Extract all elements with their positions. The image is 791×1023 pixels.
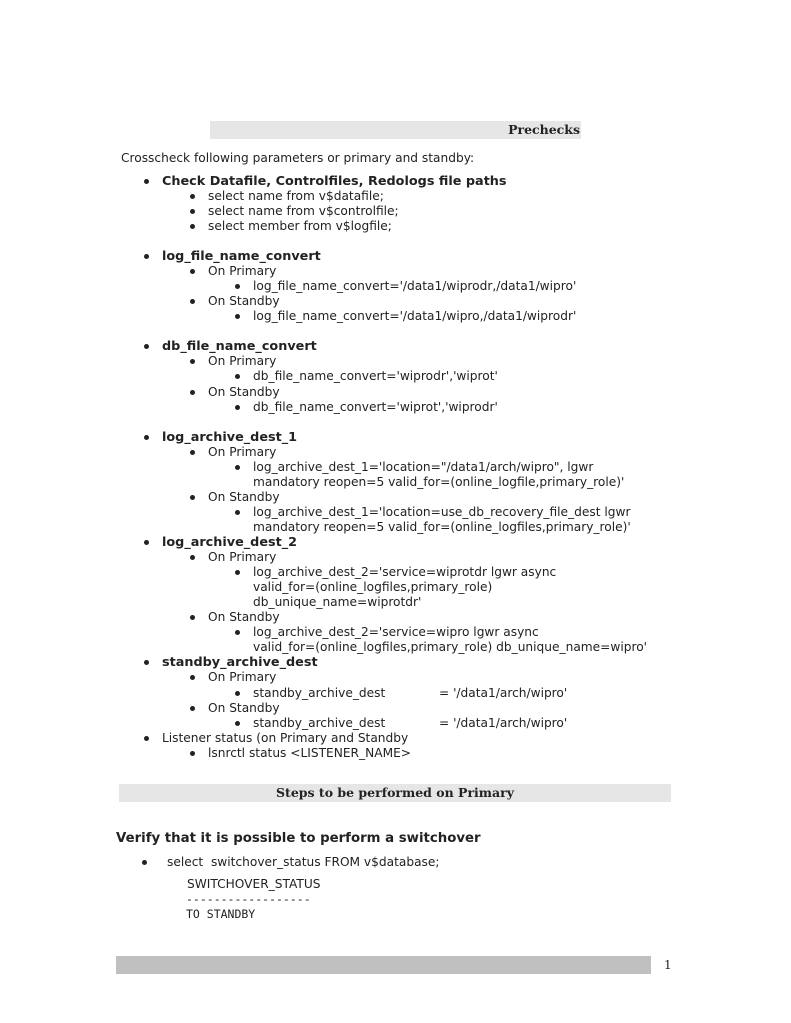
bullet <box>190 615 195 620</box>
bullet <box>144 736 149 741</box>
bullet <box>142 860 147 865</box>
bullet <box>190 224 195 229</box>
column-header: SWITCHOVER_STATUS <box>187 877 321 891</box>
list-item: log_file_name_convert='/data1/wiprodr,/data1/wipro' <box>253 279 576 294</box>
bullet <box>144 254 149 259</box>
bullet <box>190 209 195 214</box>
list-item-continuation: db_unique_name=wiprotdr' <box>253 595 422 609</box>
footer-bar <box>116 956 651 974</box>
page-number: 1 <box>664 958 672 972</box>
list-item-continuation: mandatory reopen=5 valid_for=(online_logfile,primary_role)' <box>253 475 625 489</box>
param-value: = '/data1/arch/wipro' <box>439 686 568 700</box>
on-primary-label: On Primary <box>208 264 276 279</box>
param-value: = '/data1/arch/wipro' <box>439 716 568 730</box>
bullet <box>235 570 240 575</box>
on-primary-label: On Primary <box>208 354 276 369</box>
primary-steps-title: Steps to be performed on Primary <box>276 785 514 800</box>
list-item-continuation: mandatory reopen=5 valid_for=(online_logfiles,primary_role)' <box>253 520 631 534</box>
switchover-heading: Verify that it is possible to perform a switchover <box>116 831 481 846</box>
log-archive-dest-1-heading: log_archive_dest_1 <box>162 430 297 445</box>
list-item: log_archive_dest_2='service=wipro lgwr async <box>253 625 539 640</box>
bullet <box>235 374 240 379</box>
list-item: log_archive_dest_1='location=use_db_recovery_file_dest lgwr <box>253 505 631 520</box>
listener-heading: Listener status (on Primary and Standby <box>162 731 408 746</box>
log-file-name-convert-heading: log_file_name_convert <box>162 249 321 264</box>
bullet <box>190 495 195 500</box>
bullet <box>235 314 240 319</box>
bullet <box>144 540 149 545</box>
separator: ------------------ <box>186 892 311 906</box>
prechecks-title: Prechecks <box>508 122 580 137</box>
on-primary-label: On Primary <box>208 550 276 565</box>
bullet <box>235 691 240 696</box>
db-file-name-convert-heading: db_file_name_convert <box>162 339 317 354</box>
bullet <box>235 284 240 289</box>
bullet <box>235 721 240 726</box>
log-archive-dest-2-heading: log_archive_dest_2 <box>162 535 297 550</box>
list-item: db_file_name_convert='wiprodr','wiprot' <box>253 369 498 384</box>
check-paths-heading: Check Datafile, Controlfiles, Redologs file paths <box>162 174 507 189</box>
on-standby-label: On Standby <box>208 701 280 716</box>
list-item: select name from v$controlfile; <box>208 204 399 219</box>
list-item: db_file_name_convert='wiprot','wiprodr' <box>253 400 498 415</box>
list-item: log_archive_dest_2='service=wiprotdr lgwr async <box>253 565 556 580</box>
bullet <box>190 359 195 364</box>
bullet <box>144 660 149 665</box>
list-item: log_archive_dest_1='location="/data1/arch/wipro", lgwr <box>253 460 593 475</box>
standby-archive-dest-heading: standby_archive_dest <box>162 655 318 670</box>
on-standby-label: On Standby <box>208 294 280 309</box>
list-item: log_file_name_convert='/data1/wipro,/data1/wiprodr' <box>253 309 576 324</box>
on-primary-label: On Primary <box>208 445 276 460</box>
bullet <box>190 751 195 756</box>
on-primary-label: On Primary <box>208 670 276 685</box>
list-item: standby_archive_dest <box>253 686 385 701</box>
bullet <box>190 675 195 680</box>
on-standby-label: On Standby <box>208 490 280 505</box>
list-item-continuation: valid_for=(online_logfiles,primary_role) db_unique_name=wipro' <box>253 640 648 654</box>
primary-steps-section-bar <box>119 784 671 802</box>
list-item: lsnrctl status <LISTENER_NAME> <box>208 746 411 761</box>
prechecks-intro: Crosscheck following parameters or primary and standby: <box>121 151 475 165</box>
list-item: standby_archive_dest <box>253 716 385 731</box>
bullet <box>235 465 240 470</box>
bullet <box>144 435 149 440</box>
bullet <box>190 450 195 455</box>
list-item: select switchover_status FROM v$database; <box>167 855 440 870</box>
bullet <box>235 630 240 635</box>
on-standby-label: On Standby <box>208 385 280 400</box>
switchover-result: TO STANDBY <box>186 907 256 921</box>
bullet <box>235 510 240 515</box>
bullet <box>190 299 195 304</box>
list-item: select member from v$logfile; <box>208 219 392 234</box>
bullet <box>190 269 195 274</box>
list-item-continuation: valid_for=(online_logfiles,primary_role) <box>253 580 493 594</box>
bullet <box>144 179 149 184</box>
bullet <box>190 706 195 711</box>
list-item: select name from v$datafile; <box>208 189 384 204</box>
on-standby-label: On Standby <box>208 610 280 625</box>
bullet <box>190 555 195 560</box>
bullet <box>190 194 195 199</box>
prechecks-section-bar <box>210 121 581 139</box>
bullet <box>144 344 149 349</box>
bullet <box>235 405 240 410</box>
bullet <box>190 390 195 395</box>
